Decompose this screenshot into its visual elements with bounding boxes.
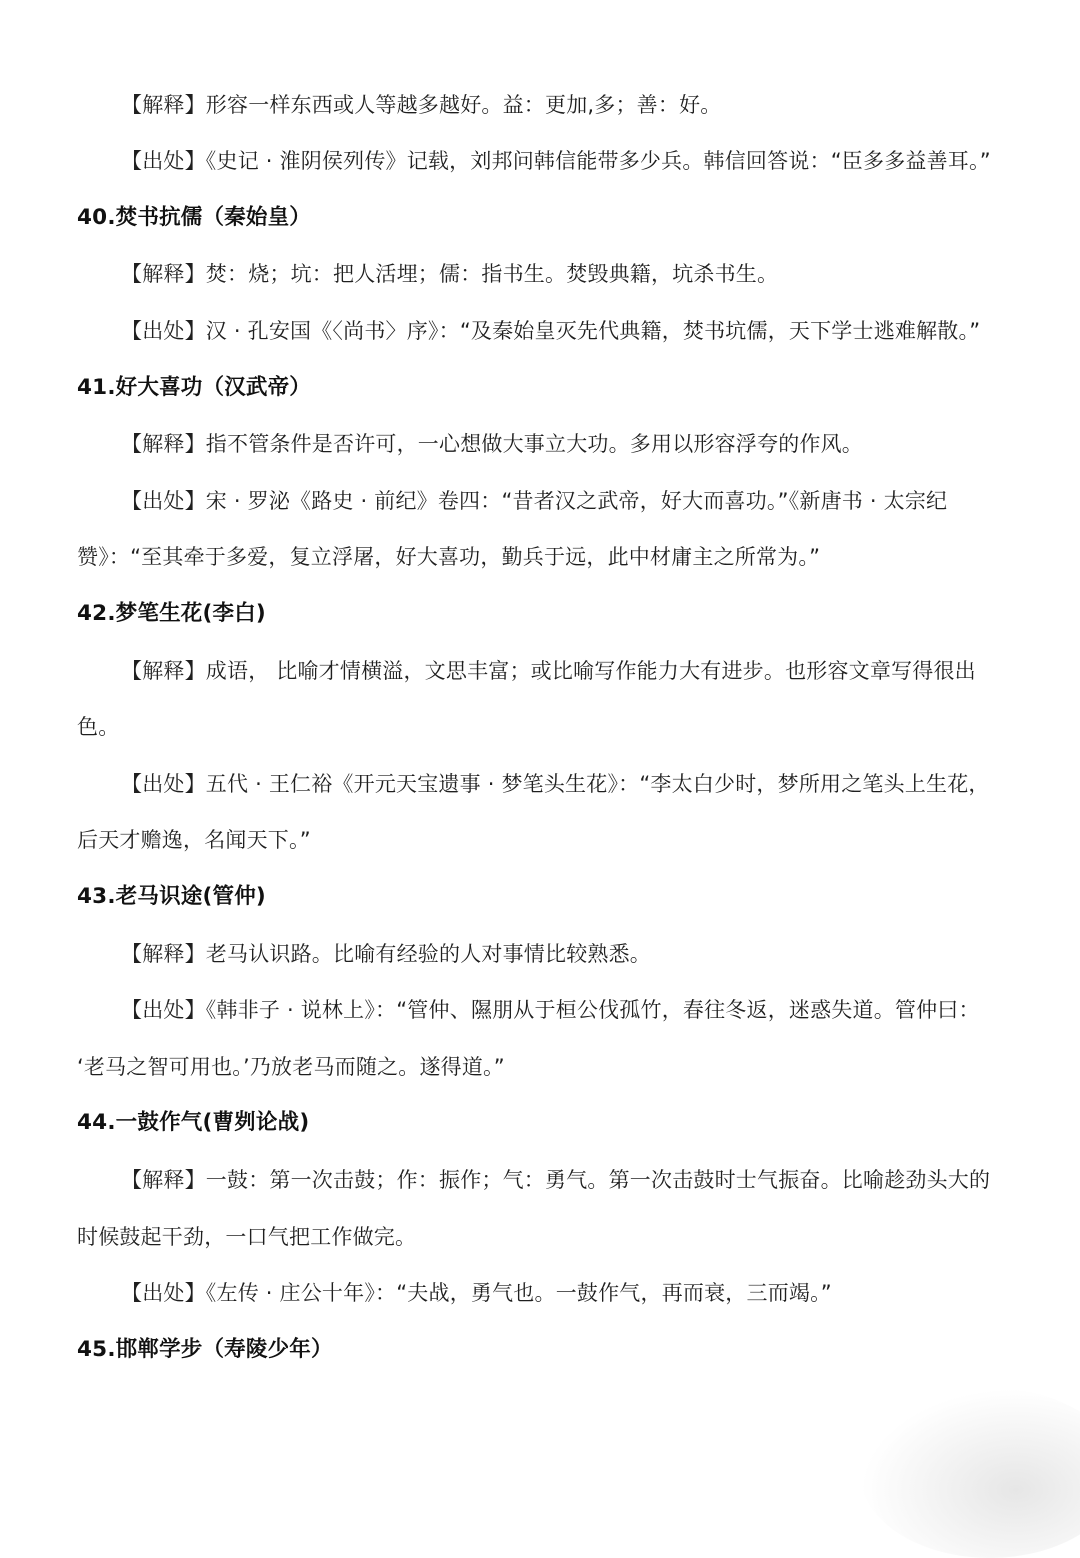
explanation-line-continued: 时候鼓起干劲，一口气把工作做完。	[77, 1225, 417, 1249]
explanation-line: 【解释】成语， 比喻才情横溢，文思丰富；或比喻写作能力大有进步。也形容文章写得很出	[121, 659, 976, 683]
source-line: 【出处】《韩非子 · 说林上》：“管仲、隰朋从于桓公伐孤竹，春往冬返，迷惑失道。管仲曰：	[121, 998, 980, 1022]
source-line: 【出处】《史记 · 淮阴侯列传》记载，刘邦问韩信能带多少兵。韩信回答说：“臣多多益善耳。”	[121, 149, 991, 173]
source-line-continued: ‘老马之智可用也。’乃放老马而随之。遂得道。”	[77, 1055, 505, 1079]
source-line: 【出处】《左传 · 庄公十年》：“夫战，勇气也。一鼓作气，再而衰，三而竭。”	[121, 1281, 832, 1305]
idiom-heading-43: 43.老马识途(管仲)	[77, 884, 266, 909]
idiom-heading-40: 40.焚书抗儒（秦始皇）	[77, 205, 311, 230]
idiom-heading-45: 45.邯郸学步（寿陵少年）	[77, 1337, 333, 1362]
explanation-line-continued: 色。	[77, 715, 120, 739]
explanation-line: 【解释】焚：烧；坑：把人活埋；儒：指书生。焚毁典籍，坑杀书生。	[121, 262, 779, 286]
page-smudge	[860, 1388, 1080, 1558]
explanation-line: 【解释】指不管条件是否许可，一心想做大事立大功。多用以形容浮夸的作风。	[121, 432, 863, 456]
idiom-heading-42: 42.梦笔生花(李白)	[77, 601, 266, 626]
explanation-line: 【解释】一鼓：第一次击鼓；作：振作；气：勇气。第一次击鼓时士气振奋。比喻趁劲头大的	[121, 1168, 991, 1192]
idiom-heading-44: 44.一鼓作气(曹刿论战)	[77, 1110, 310, 1135]
source-line: 【出处】五代 · 王仁裕《开元天宝遗事 · 梦笔头生花》：“李太白少时，梦所用之笔头上生花，	[121, 772, 990, 796]
source-line: 【出处】汉 · 孔安国《〈尚书〉序》：“及秦始皇灭先代典籍，焚书坑儒，天下学士逃难解散。”	[121, 319, 981, 343]
explanation-line: 【解释】老马认识路。比喻有经验的人对事情比较熟悉。	[121, 942, 651, 966]
explanation-line: 【解释】形容一样东西或人等越多越好。益：更加,多；善：好。	[121, 93, 722, 117]
idiom-heading-41: 41.好大喜功（汉武帝）	[77, 375, 311, 400]
source-line-continued: 赞》：“至其牵于多爱，复立浮屠，好大喜功，勤兵于远，此中材庸主之所常为。”	[77, 545, 821, 569]
source-line-continued: 后天才赡逸，名闻天下。”	[77, 828, 311, 852]
source-line: 【出处】宋 · 罗泌《路史 · 前纪》卷四：“昔者汉之武帝，好大而喜功。”《新唐书 · 太宗纪	[121, 489, 948, 513]
